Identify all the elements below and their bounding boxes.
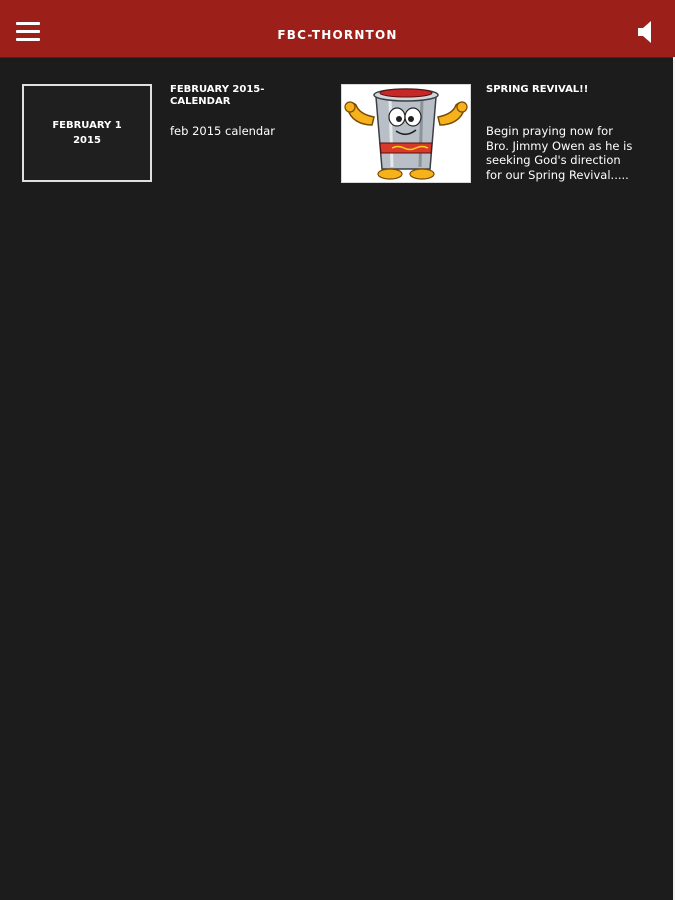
app-title: FBC-THORNTON (277, 28, 398, 42)
post-description: feb 2015 calendar (170, 124, 276, 138)
post-card-february-calendar[interactable] (22, 84, 327, 186)
sound-button[interactable] (637, 20, 655, 44)
thumbnail-month-day: FEBRUARY 1 (52, 120, 122, 131)
thumbnail-year: 2015 (73, 135, 101, 146)
trash-can-mascot-icon (342, 85, 470, 182)
post-title[interactable]: FEBRUARY 2015- CALENDAR (170, 84, 265, 107)
speaker-icon (637, 20, 655, 44)
post-thumbnail-image[interactable] (341, 84, 471, 183)
post-card-spring-revival[interactable] (341, 84, 641, 186)
post-description: Begin praying now for Bro. Jimmy Owen as he is seeking God's direction for our Spring Revival..... (486, 124, 633, 182)
post-title[interactable]: SPRING REVIVAL!! (486, 84, 589, 95)
app-header (0, 0, 675, 58)
post-thumbnail-date[interactable] (22, 84, 152, 182)
